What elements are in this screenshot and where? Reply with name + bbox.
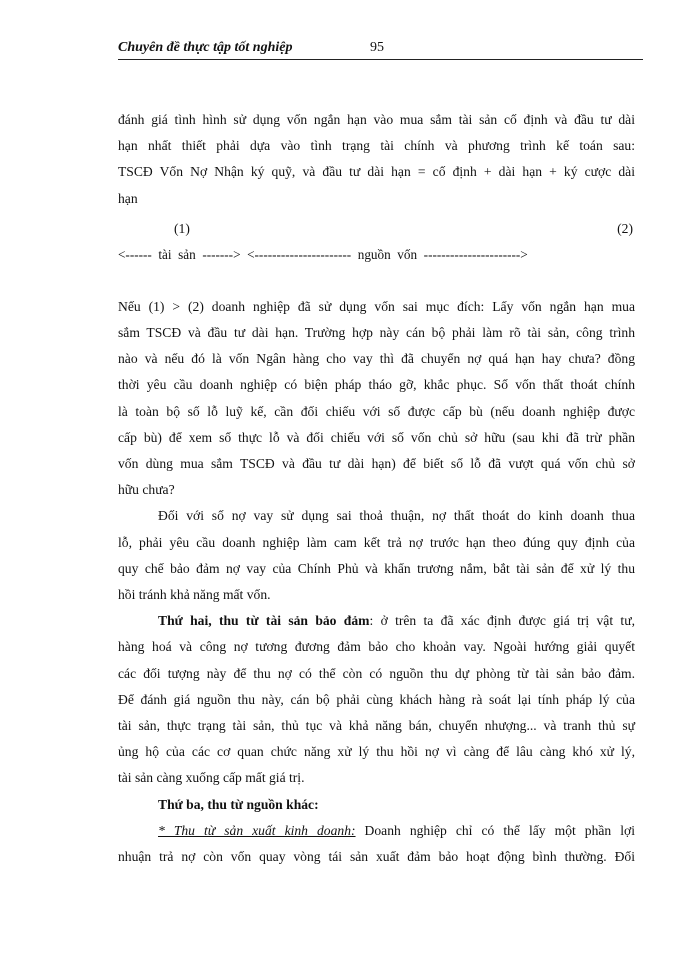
paragraph-evaluation <box>118 107 635 212</box>
page-number: 95 <box>370 40 384 55</box>
text-line: quy chế bảo đảm nợ vay của Chính Phủ và khẩn trương nắm, bắt tài sản để xử lý thu <box>118 560 635 576</box>
text-line: cấp bù) để xem số thực lỗ và đối chiếu với số vốn chủ sở hữu (sau khi đã trừ phần <box>118 429 635 445</box>
text-line: vốn dùng mua sắm TSCĐ và đầu tư dài hạn) để biết số lỗ đã vượt quá vốn chủ sở <box>118 456 635 472</box>
text-line <box>118 608 635 634</box>
collateral-first-line: : ở trên ta đã xác định được giá trị vật tư, <box>369 613 635 629</box>
text-line: là toàn bộ số lỗ luỹ kế, cần đối chiếu với số được cấp bù (nếu doanh nghiệp được <box>118 403 635 419</box>
text-line: tài sản, thực trạng tài sản, thủ tục và khả năng bán, chuyển nhượng... và tranh thủ sự <box>118 718 635 734</box>
document-body <box>118 107 635 870</box>
text-line: hạn nhất thiết phải dựa vào tình trạng tài chính và phương trình kế toán sau: <box>118 138 635 154</box>
text-line: hạn <box>118 190 138 206</box>
text-line: TSCĐ Vốn Nợ Nhận ký quỹ, và đầu tư dài hạn = cố định + dài hạn + ký cược dài <box>118 164 635 180</box>
page-header <box>118 38 643 60</box>
other-sources-heading: Thứ ba, thu từ nguồn khác: <box>158 796 319 812</box>
business-subheading: * Thu từ sản xuất kinh doanh: <box>158 822 356 838</box>
text-line: tài sản càng xuống cấp mất giá trị. <box>118 770 305 786</box>
business-first-line: Doanh nghiệp chỉ có thể lấy một phần lợi <box>355 822 635 838</box>
text-line: hàng hoá và công nợ tương đương đảm bảo cho khoản vay. Ngoài hướng giải quyết <box>118 639 635 655</box>
collateral-heading: Thứ hai, thu từ tài sản bảo đảm <box>158 613 370 629</box>
paragraph-debt-handling <box>118 503 635 608</box>
label-1: (1) <box>174 220 190 236</box>
equation-labels <box>118 216 635 242</box>
text-line: nhuận trả nợ còn vốn quay vòng tái sản xuất đảm bảo hoạt động bình thường. Đối <box>118 849 635 865</box>
text-line: sắm TSCĐ và đầu tư dài hạn. Trường hợp này cán bộ phải làm rõ tài sản, công trình <box>118 325 635 341</box>
text-line: nào và nếu đó là vốn Ngân hàng cho vay thì đã chuyển nợ quá hạn hay chưa? đồng <box>118 351 635 367</box>
text-line: đánh giá tình hình sử dụng vốn ngắn hạn vào mua sắm tài sản cố định và đầu tư dài <box>118 112 635 127</box>
paragraph-business <box>118 818 635 870</box>
text-line: thời yêu cầu doanh nghiệp có biện pháp tháo gỡ, khắc phục. Số vốn thất thoát chính <box>118 377 635 393</box>
paragraph-collateral <box>118 608 635 791</box>
text-line: Nếu (1) > (2) doanh nghiệp đã sử dụng vốn sai mục đích: Lấy vốn ngắn hạn mua <box>118 298 635 314</box>
header-rule <box>118 59 643 60</box>
text-line: ủng hộ của các cơ quan chức năng xử lý thu hồi nợ vì càng để lâu càng khó xử lý, <box>118 744 635 760</box>
label-2: (2) <box>617 220 633 236</box>
header-title: Chuyên đề thực tập tốt nghiệp <box>118 40 293 55</box>
text-line: hồi tránh khả năng mất vốn. <box>118 587 271 603</box>
text-line: hữu chưa? <box>118 482 175 498</box>
text-line: lỗ, phải yêu cầu doanh nghiệp làm cam kết trả nợ trước hạn theo đúng quy định của <box>118 534 635 550</box>
text-line: Để đánh giá nguồn thu này, cán bộ phải cùng khách hàng rà soát lại tính pháp lý của <box>118 691 635 707</box>
equation-arrows: <------ tài sản -------> <---------------------- nguồn vốn ----------------------> <box>118 246 528 262</box>
text-line: Đối với số nợ vay sử dụng sai thoả thuận, nợ thất thoát do kinh doanh thua <box>158 508 635 524</box>
text-line <box>118 818 635 844</box>
paragraph-misuse <box>118 294 635 504</box>
text-line: các đối tượng này để thu nợ có thể còn có nguồn thu dự phòng từ tài sản bảo đảm. <box>118 665 635 681</box>
